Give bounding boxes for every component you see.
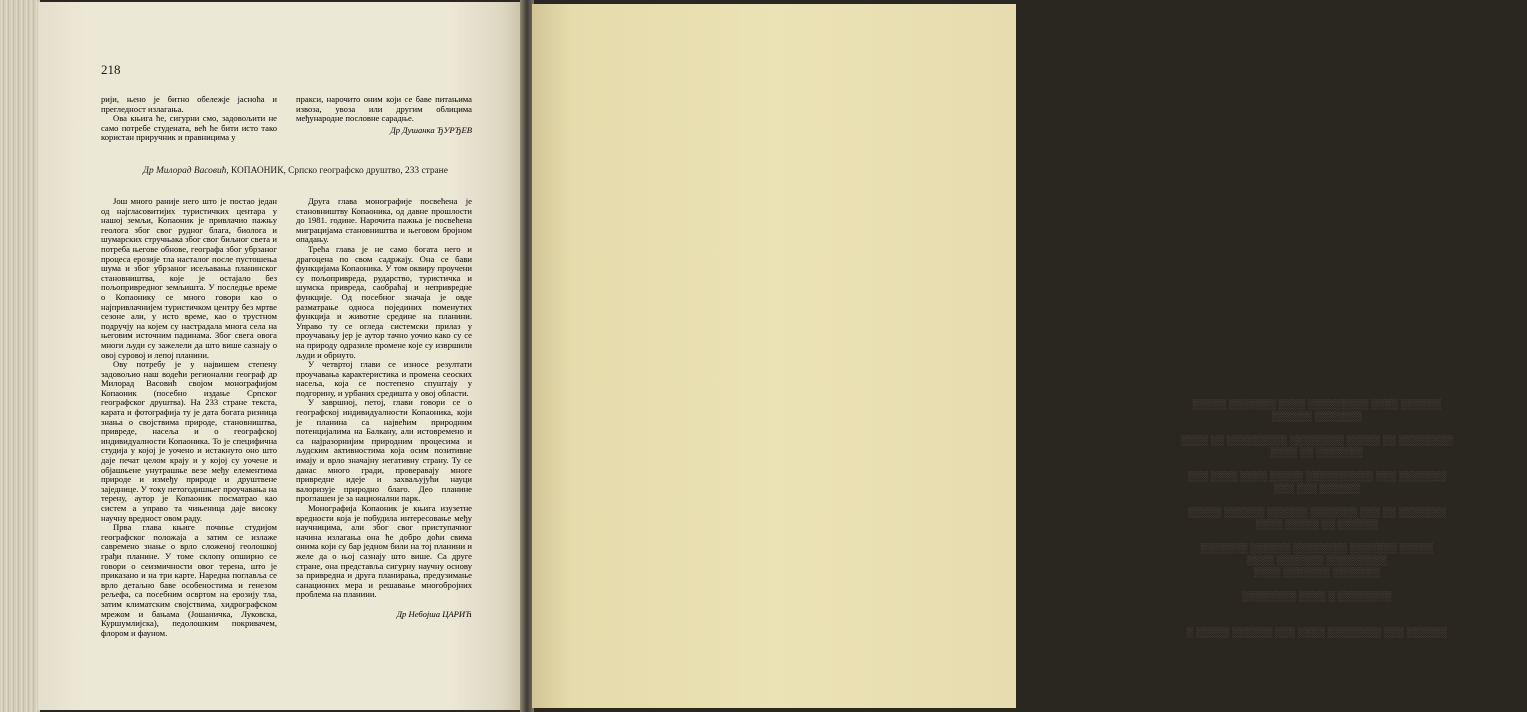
page-edges xyxy=(0,0,40,712)
left-column xyxy=(101,197,277,638)
paragraph: рији, њено је битно обележје јасноћа и прегледност излагања. xyxy=(101,94,277,114)
right-column xyxy=(296,197,472,620)
right-page xyxy=(532,4,1453,708)
bleed-through-text: ░░░░░░ ░░░░ ░░░░░░░░░ ░░░░ ░░░░░░░ ░░░░░ ░░░░░░░ ░░░░░░ ░░░░░░░░ ░░ ░░░░░ ░░░░░░░░ ░░░░░░░░░ ░░ ░░░░ ░░░░░░░ ░░ ░░░░ ░░░░░░░ ░░░ ░░░░░░░░░░ ░░░░░ ░░░░ ░░░░ ░░░ ░░░░░░ ░░░ ░░░ ░░░░░░░ ░░ ░░░ ░░░░░░░ ░░░░░░ ░░░░░░ ░░░░░ ░░░░░░ ░░ ░░░░░ ░░░░ ░░░░░ ░░░░░░░ ░░░░░░░░ ░░░░░░ ░░░░░░░ ░░░░░░░░░ ░░░░░░░ ░░░░ ░░░░░░░ ░░░░░░░ ░░░░ ░░░░░░░░ ░ ░░░░ ░░░░░░░░ ░░░░░░ ░░░ ░░░░░░░░ ░░░░ ░░░ ░░░░░░ ░░░░░ ░ xyxy=(1181,399,1453,638)
review-title: КОПАОНИК xyxy=(231,166,284,176)
paragraph: Монографија Копаоник је књига изузетне вредности која је побудила интересовање међу научницима, али због свог приступачног начина излагања она ће добро доћи свима онима који су бар једном били на тој планини и желе да о њој сазнају што више. Са друге стране, она представља сигурну научну основу за привредна и друга планирања, предузимање санационих мера и решавање многобројних проблема на планини. xyxy=(296,503,472,600)
paragraph: Прва глава књиге почиње студијом географског положаја а затим се излаже савремено знање о врло сложеној геолошкој грађи планине. У томе склопу опширно се говори о сеизмичности овог терена, што је приказано и на три карте. Наредна поглавља се врло детаљно баве особеностима и генезом рељефа, са посебним освртом на ерозију тла, затим климатским својствима, хидрографском мрежом и бањама (Јошаничка, Луковска, Куршумлијска), педолошким покривачем, флором и фауном. xyxy=(101,522,277,638)
review-headline: Др Милорад Васовић, КОПАОНИК, Српско географско друштво, 233 стране xyxy=(143,166,448,176)
paragraph: Друга глава монографије посвећена је становништву Копаоника, од давне прошлости до 1981. године. Нарочита пажња је посвећена миграцијама становништва и његовом бројном опадању. xyxy=(296,196,472,245)
paragraph: У завршној, петој, глави говори се о географској индивидуалности Копаоника, који је планина са највећим природним потенцијалима на Балкану, али истовремено и са најразорнијим природним процесима и људским активностима која осим позитивне имају и врло значајну негативну страну. Ту се данас много гради, проверавају многе привредне идеје и захваљујући науци валоризује природно благо. Део планине проглашен је за национални парк. xyxy=(296,397,472,504)
paragraph: пракси, нарочито оним који се баве питањима извоза, увоза или другим облицима међународне пословне сарадње. xyxy=(296,94,472,124)
paragraph: У четвртој глави се износе резултати проучавања карактеристика и промена сеоских насеља, која се постепено спуштају у подгорину, и урбаних средишта у овој области. xyxy=(296,359,472,398)
page-number: 218 xyxy=(101,62,121,77)
top-right-column xyxy=(296,95,472,135)
paragraph: Трећа глава је не само богата него и драгоцена по свом садржају. Она се бави функцијама Копаоника. У том оквиру проучени су пољопривреда, рударство, туристичка и шумска привреда, саобраћај и непривредне функције. Од посебног значаја је овде разматрање односа појединих поменутих функција и животне средине на планини. Управо ту се огледа системски прилаз у проучавању јер је аутор тачно уочио како су се на природу одразиле промене које су извршили људи и обрнуто. xyxy=(296,243,472,360)
paragraph: Још много раније него што је постао један од најгласовитијих туристичких центара у нашој земљи, Копаоник је привлачио пажњу геолога због свог рудног блага, биолога и шумарских стручњака због свог биљног света и потреба његове обнове, географа због убрзаног процеса ерозије тла насталог после пустошења шума и због убрзаног исељавања планинског становништва, које је остајало без пољопривредног земљишта. У последње време о Копаонику се много говори као о најпривлачнијем туристичком центру без мртве сезоне али, у исто време, као о трустном подручју на којем су настрадала многа села на његовим источним падинама. Због свега овога многи људи су зажелели да што више сазнају о овој суровој и лепој планини. xyxy=(101,196,277,360)
paragraph: Ова књига ће, сигурни смо, задовољити не само потребе студената, већ ће бити исто тако користан приручник и правницима у xyxy=(101,113,277,143)
top-left-column xyxy=(101,95,277,143)
signature: Др Душанка ЂУРЂЕВ xyxy=(390,124,472,135)
review-publisher: Српско географско друштво, 233 стране xyxy=(288,166,448,176)
review-author: Др Милорад Васовић xyxy=(143,166,227,176)
paragraph: Ову потребу је у највишем степену задовољио наш водећи регионални географ др Милорад Васовић својом монографијом Копаоник (посебно издање Српског географског друштва). На 233 стране текста, карата и фотографија ту је дата богата ризница знања о својствима природе, становништва, привреде, насеља и о географској индивидуалности Копаоника. То је специфична студија у којој је уочено и истакнуто оно што даје печат целом крају и у којој су уочене и објашњене унутрашње везе међу елементима природе и између природе и друштвене заједнице. У току петогодишњег проучавања на терену, аутор је Копаоник посматрао као систем а управо та чињеница даје високу научну вредност овом раду. xyxy=(101,359,277,523)
signature: Др Небојша ЦАРИЋ xyxy=(396,608,472,619)
